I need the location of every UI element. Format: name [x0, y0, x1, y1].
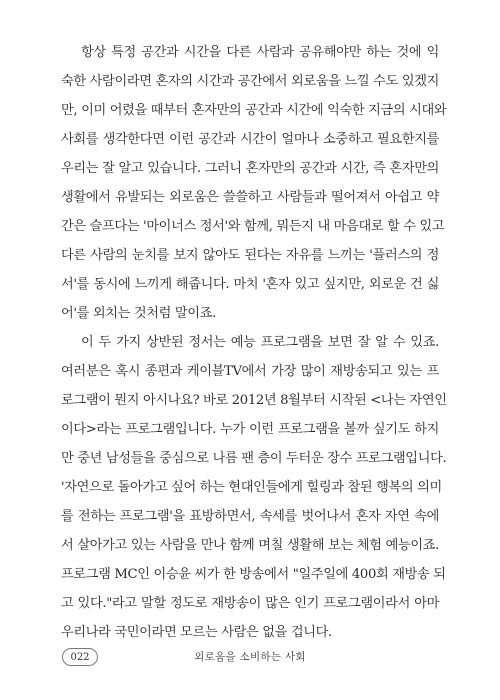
text-line: 다른 사람의 눈치를 보지 않아도 된다는 자유를 느끼는 '플러스의 정	[61, 248, 439, 263]
text-line: 서 살아가고 있는 사람을 만나 함께 며칠 생활해 보는 체험 예능이죠.	[61, 538, 439, 553]
text-line: 사회를 생각한다면 이런 공간과 시간이 얼마나 소중하고 필요한지를	[61, 132, 439, 147]
text-line: 어'를 외치는 것처럼 말이죠.	[61, 306, 216, 321]
text-line: 우리나라 국민이라면 모르는 사람은 없을 겁니다.	[61, 625, 332, 640]
text-line: 생활에서 유발되는 외로움은 쓸쓸하고 사람들과 떨어져서 아쉽고 약	[61, 190, 439, 205]
text-line: 간은 슬프다는 '마이너스 정서'와 함께, 뭐든지 내 마음대로 할 수 있고	[61, 219, 445, 234]
page-footer	[0, 648, 500, 668]
text-line: 프로그램 MC인 이승윤 씨가 한 방송에서 "일주일에 400회 재방송 되	[61, 567, 446, 582]
page-number: 022	[62, 648, 98, 666]
text-line: 우리는 잘 알고 있습니다. 그러니 혼자만의 공간과 시간, 즉 혼자만의	[61, 161, 439, 176]
running-title: 외로움을 소비하는 사회	[194, 651, 306, 663]
text-line: 숙한 사람이라면 혼자의 시간과 공간에서 외로움을 느낄 수도 있겠지	[61, 74, 439, 89]
text-line: 서'를 동시에 느끼게 해줍니다. 마치 '혼자 있고 싶지만, 외로운 건 싫	[61, 277, 439, 292]
text-line: 로그램이 뭔지 아시나요? 바로 2012년 8월부터 시작된 <나는 자연인	[61, 393, 447, 408]
text-line: '자연으로 돌아가고 싶어 하는 현대인들에게 힐링과 참된 행복의 의미	[61, 480, 442, 495]
text-line: 만, 이미 어렸을 때부터 혼자만의 공간과 시간에 익숙한 지금의 시대와	[61, 103, 447, 118]
text-line: 이 두 가지 상반된 정서는 예능 프로그램을 보면 잘 알 수 있죠.	[81, 335, 439, 350]
text-line: 만 중년 남성들을 중심으로 나름 팬 층이 두터운 장수 프로그램입니다.	[61, 451, 447, 466]
text-line: 고 있다."라고 말할 정도로 재방송이 많은 인기 프로그램이라서 아마	[61, 596, 439, 611]
text-line: 항상 특정 공간과 시간을 다른 사람과 공유해야만 하는 것에 익	[81, 45, 439, 60]
text-line: 이다>라는 프로그램입니다. 누가 이런 프로그램을 볼까 싶기도 하지	[61, 422, 439, 437]
text-line: 여러분은 혹시 종편과 케이블TV에서 가장 많이 재방송되고 있는 프	[61, 364, 439, 379]
text-line: 를 전하는 프로그램'을 표방하면서, 속세를 벗어나서 혼자 자연 속에	[61, 509, 439, 524]
